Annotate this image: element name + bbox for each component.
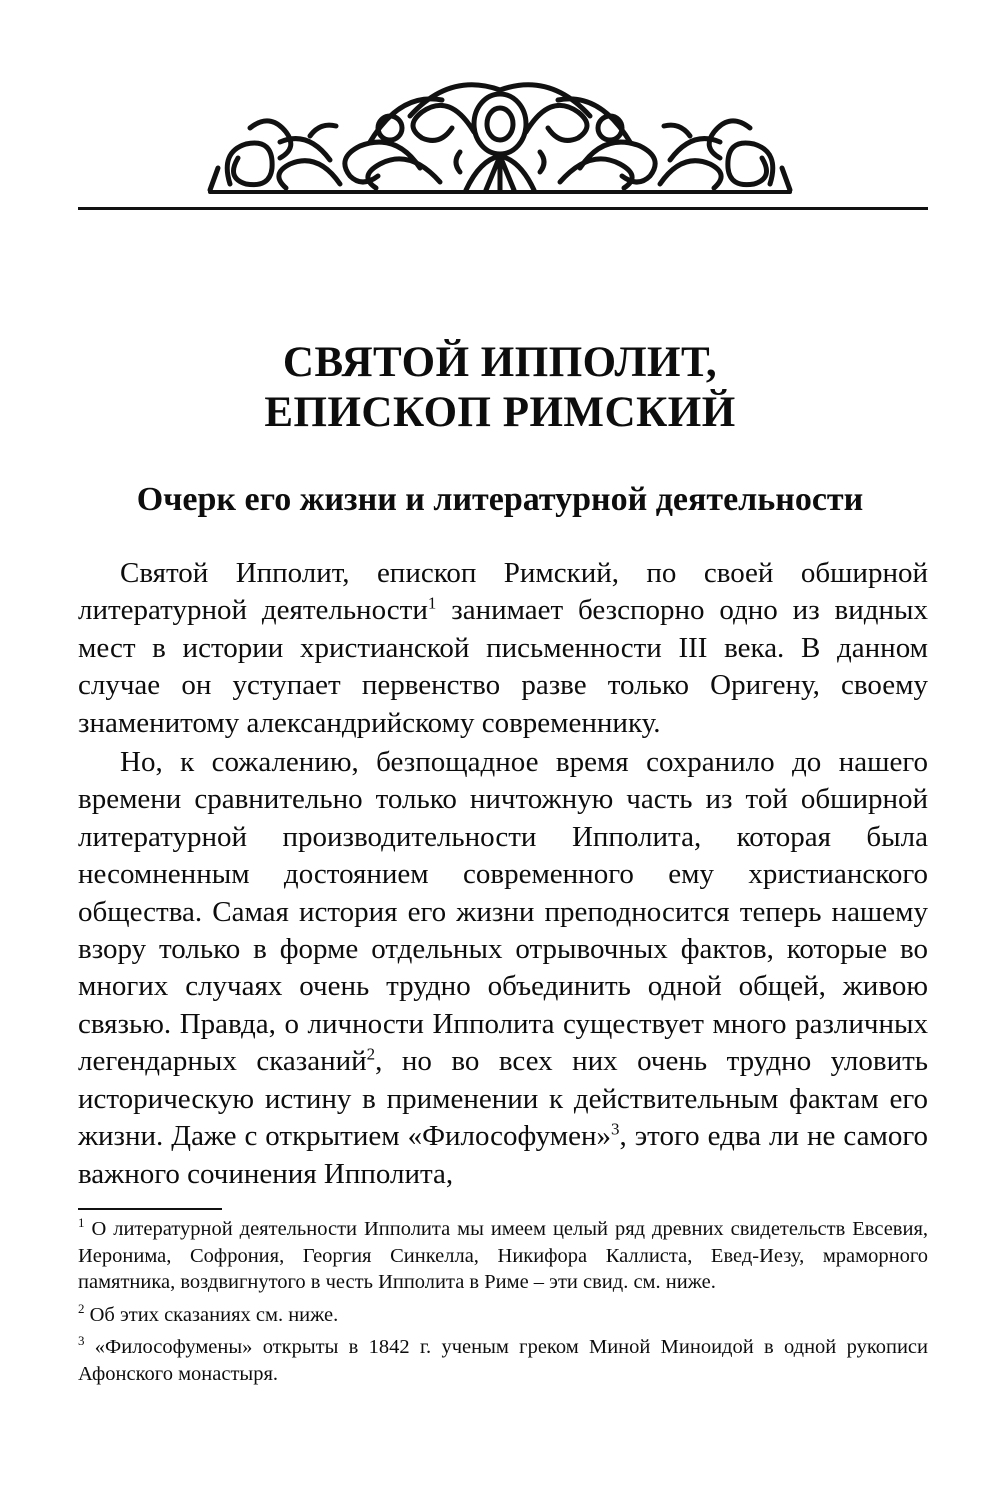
footnotes — [78, 1216, 928, 1393]
footnote-1: $^1$ О литературной деятельности Ипполита мы имеем целый ряд древних свидетельств Евсевия, Иеронима, Софрония, Георгия Синкелла, Никифора Каллиста, Евед-Иезу, мраморного памятника, воздвигнутого в честь Ипполита в Риме – эти свид. см. ниже. — [78, 1215, 928, 1293]
footnote-ref-2[interactable]: 2 — [366, 1044, 376, 1064]
chapter-title-line-2: ЕПИСКОП РИМСКИЙ — [264, 389, 736, 436]
chapter-subtitle: Очерк его жизни и литературной деятельности — [136, 481, 864, 518]
footnote-2: $^2$ Об этих сказаниях см. ниже. — [78, 1300, 339, 1326]
paragraph-1: Святой Ипполит, епископ Римский, по своей обширной литературной деятельности$^1$ занимает безспорно одно из видных мест в истории христианской письменности III века. В данном случае он уступает первенство разве только Оригену, своему знаменитому александрийскому современнику. — [78, 557, 928, 739]
paragraph-2: Но, к сожалению, безпощадное время сохранило до нашего времени сравнительно только ничтожную часть из той обширной литературной производительности Ипполита, которая была несомненным достоянием современного ему христианского общества. Самая история его жизни преподносится теперь нашему взору только в форме отдельных отрывочных фактов, которые во многих случаях очень трудно объединить одной общей, живою связью. Правда, о личности Ипполита существует много различных легендарных сказаний$^2$, но во всех них очень трудно уловить историческую истину в применении к действительным фактам его жизни. Даже с открытием «Философумен»$^3$, этого едва ли не самого важного сочинения Ипполита, — [78, 746, 929, 1190]
floral-knotwork-ornament-icon — [190, 72, 810, 202]
body-text — [78, 555, 928, 1193]
header-rule — [78, 207, 928, 210]
footnote-3: $^3$ «Философумены» открыты в 1842 г. ученым греком Миной Миноидой в одной рукописи Афонского монастыря. — [78, 1333, 928, 1385]
chapter-title-line-1: СВЯТОЙ ИППОЛИТ, — [282, 339, 718, 386]
footnote-ref-1[interactable]: 1 — [427, 593, 437, 613]
chapter-title — [0, 338, 1000, 438]
footnote-rule — [78, 1208, 222, 1210]
footnote-ref-3[interactable]: 3 — [611, 1119, 620, 1139]
